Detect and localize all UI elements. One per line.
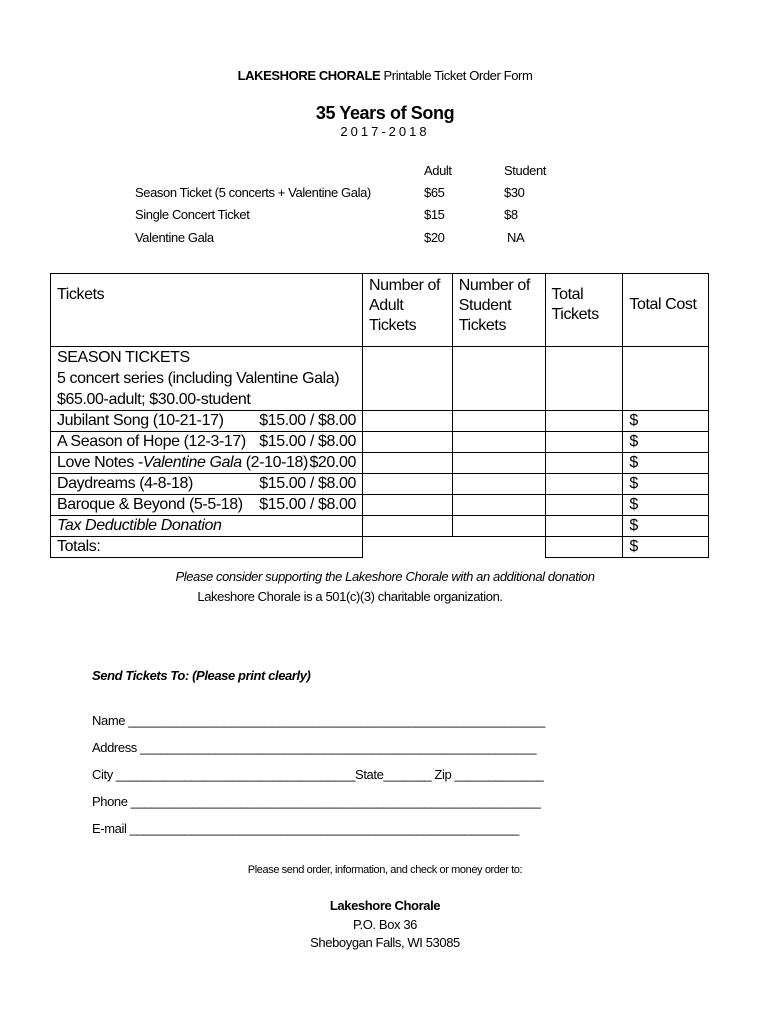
price-row-adult: $20: [424, 230, 445, 245]
email-field[interactable]: E-mail _________________________________________________________: [92, 821, 519, 836]
concert-name: A Season of Hope (12-3-17): [57, 433, 246, 450]
concert-name-post: (2-10-18): [241, 454, 308, 471]
header-total-tickets: [545, 274, 623, 347]
totals-row: [57, 536, 362, 557]
grid-row-line: [50, 473, 709, 474]
dollar-sign: $: [629, 454, 638, 471]
header-line: Tickets: [368, 317, 417, 334]
concert-name-italic: Valentine Gala: [142, 454, 242, 471]
send-tickets-heading: Send Tickets To: (Please print clearly): [92, 668, 311, 683]
page-title: 35 Years of Song: [315, 103, 455, 123]
header-student-tickets: [452, 274, 545, 347]
price-row-label: Season Ticket (5 concerts + Valentine Gala): [135, 185, 371, 200]
price-row-label: Valentine Gala: [135, 230, 214, 245]
price-row-adult: $15: [424, 207, 445, 222]
concert-name: Daydreams (4-8-18): [57, 475, 193, 492]
header-line: Number of: [368, 277, 441, 294]
dollar-sign: $: [629, 517, 638, 534]
header-adult-tickets: [362, 274, 452, 347]
concert-price: $15.00 / $8.00: [259, 475, 356, 492]
season-years: 2017-2018: [340, 124, 430, 139]
dollar-sign: $: [629, 496, 638, 513]
header-line: Tickets: [458, 317, 507, 334]
donation-note: Please consider supporting the Lakeshore Chorale with an additional donation: [175, 569, 595, 584]
mail-instruction: Please send order, information, and check or money order to:: [247, 864, 523, 876]
org-name: LAKESHORE CHORALE: [237, 68, 381, 83]
dollar-sign: $: [629, 433, 638, 450]
header-line: Number of: [458, 277, 530, 294]
table-header-row: [51, 274, 709, 347]
mail-org: Lakeshore Chorale: [329, 898, 441, 913]
concert-name-pre: Love Notes -: [57, 454, 143, 471]
season-tickets-heading: [57, 347, 362, 368]
header-total-cost: Total Cost: [623, 274, 709, 347]
concert-name: Baroque & Beyond (5-5-18): [57, 496, 243, 513]
list-item: [57, 452, 362, 473]
list-item: [57, 473, 362, 494]
charity-note: Lakeshore Chorale is a 501(c)(3) charitable organization.: [197, 589, 503, 604]
dollar-sign: $: [629, 412, 638, 429]
header-line: Adult: [368, 297, 404, 314]
totals-label: Totals:: [57, 538, 101, 555]
grid-row-line: [50, 410, 709, 411]
price-row-student: NA: [507, 230, 525, 245]
season-tickets-desc: [57, 368, 362, 389]
grid-row-line: [50, 515, 709, 516]
donation-row: [57, 515, 362, 536]
dollar-sign: $: [629, 475, 638, 492]
list-item: [57, 494, 362, 515]
concert-price: $15.00 / $8.00: [259, 496, 356, 513]
list-item: [57, 410, 362, 431]
phone-field[interactable]: Phone ____________________________________________________________: [92, 794, 541, 809]
price-header-adult: Adult: [424, 163, 452, 178]
price-header-student: Student: [504, 163, 547, 178]
donation-label: Tax Deductible Donation: [57, 517, 222, 534]
concert-price: $15.00 / $8.00: [259, 412, 356, 429]
mail-box: P.O. Box 36: [352, 917, 417, 932]
row-text: SEASON TICKETS: [57, 349, 190, 366]
header-line: Total: [551, 286, 584, 303]
season-tickets-price: [57, 389, 362, 410]
grid-row-line: [50, 452, 709, 453]
concert-price: $15.00 / $8.00: [259, 433, 356, 450]
price-row-adult: $65: [424, 185, 445, 200]
list-item: [57, 431, 362, 452]
concert-name: [57, 452, 309, 473]
form-subtitle: Printable Ticket Order Form: [380, 68, 533, 83]
address-field[interactable]: Address __________________________________________________________: [92, 740, 537, 755]
row-text: 5 concert series (including Valentine Gala): [57, 370, 340, 387]
form-heading: [0, 68, 770, 83]
price-row-student: $8: [504, 207, 518, 222]
row-text: $65.00-adult; $30.00-student: [57, 391, 251, 408]
concert-price: $20.00: [309, 454, 356, 471]
price-row-student: $30: [504, 185, 525, 200]
dollar-sign: $: [629, 538, 638, 555]
header-line: Tickets: [551, 306, 599, 323]
price-row-label: Single Concert Ticket: [135, 207, 250, 222]
grid-row-line: [50, 431, 709, 432]
city-state-zip-field[interactable]: City ___________________________________State_______ Zip _____________: [92, 767, 544, 782]
totals-blank-area: [363, 537, 545, 560]
grid-row-line: [50, 494, 709, 495]
name-field[interactable]: Name _____________________________________________________________: [92, 713, 545, 728]
concert-name: Jubilant Song (10-21-17): [57, 412, 224, 429]
mail-city: Sheboygan Falls, WI 53085: [310, 935, 460, 950]
header-line: Student: [458, 297, 512, 314]
header-tickets: Tickets: [51, 274, 363, 347]
